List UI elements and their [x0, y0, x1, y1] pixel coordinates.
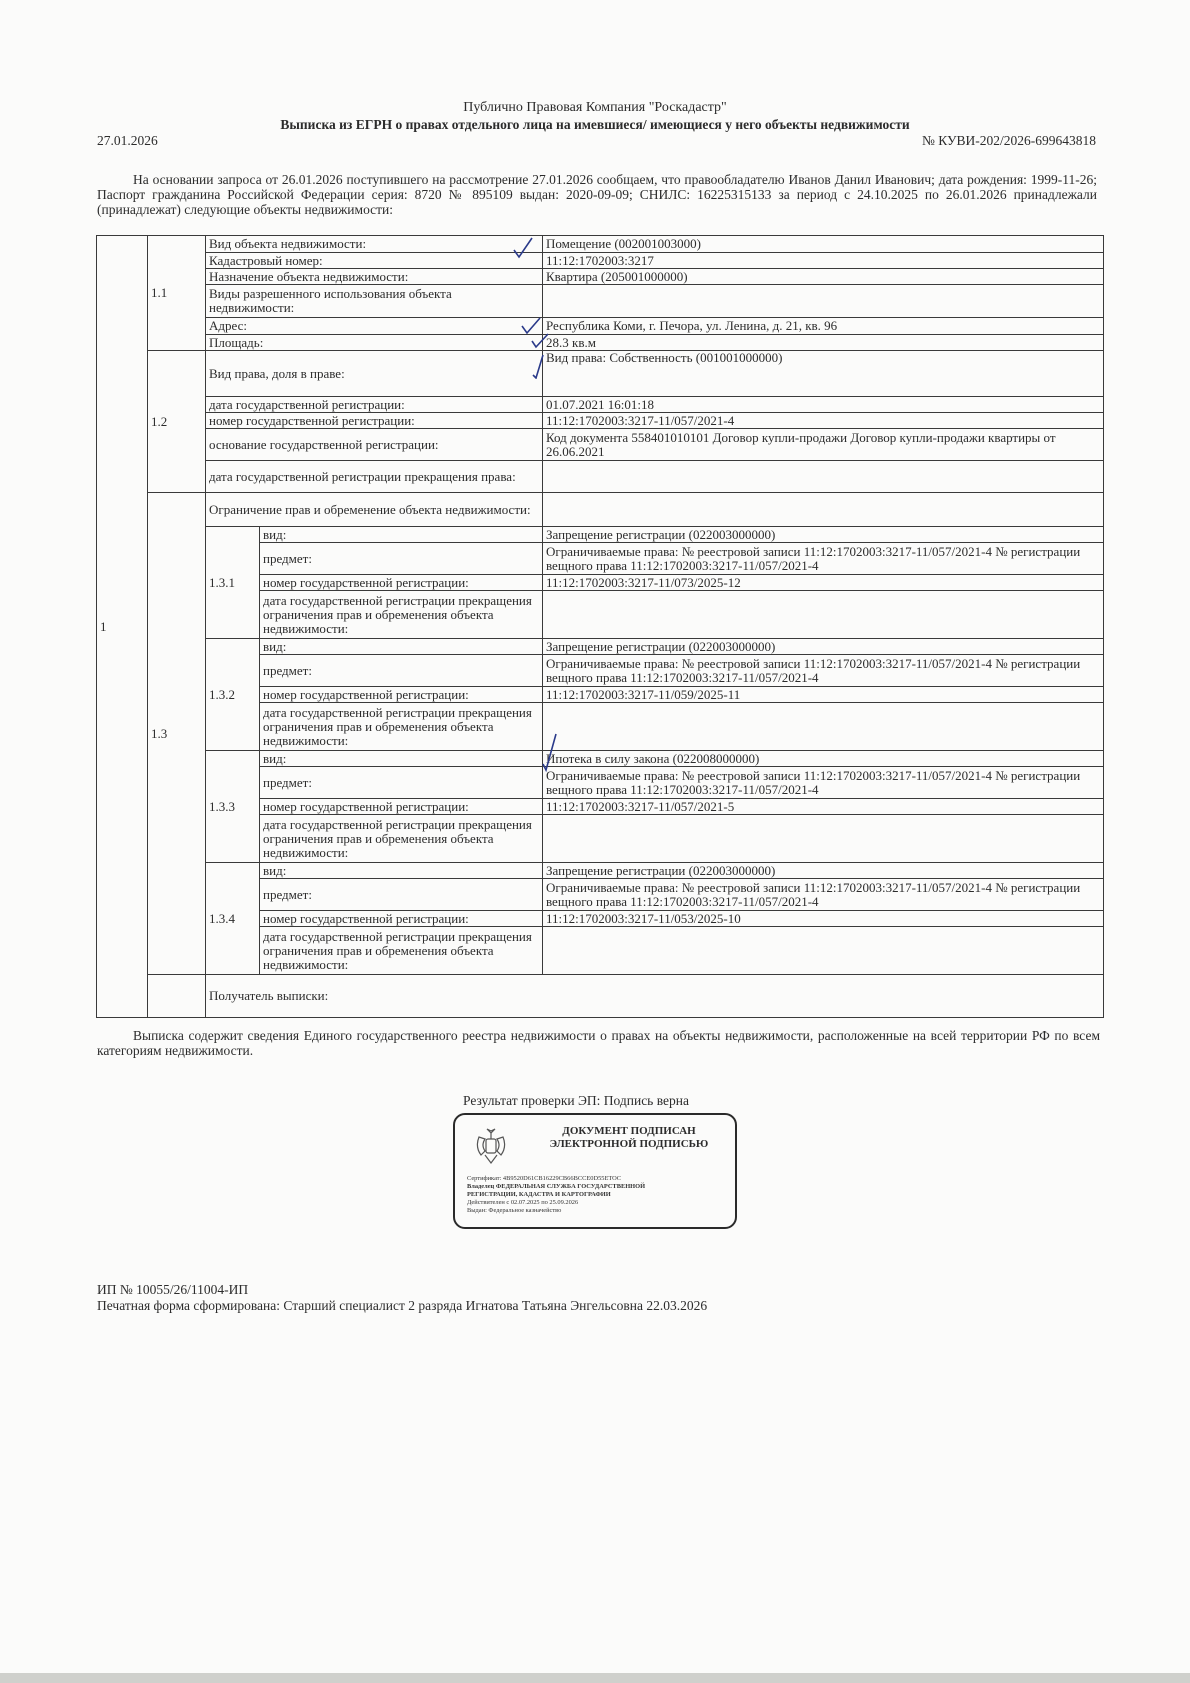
table-row — [97, 461, 1104, 493]
field-value: Помещение (002001003000) — [543, 236, 1104, 253]
field-label: вид: — [260, 863, 543, 879]
field-value — [543, 461, 1104, 493]
field-value: 11:12:1702003:3217-11/059/2025-11 — [543, 687, 1104, 703]
field-value: Ипотека в силу закона (022008000000) — [543, 751, 1104, 767]
table-row — [97, 269, 1104, 285]
document-title: Выписка из ЕГРН о правах отдельного лица на имевшиеся/ имеющиеся у него объекты недвижимости — [280, 117, 910, 132]
field-value: Вид права: Собственность (001001000000) — [543, 351, 1104, 397]
field-value: 28.3 кв.м — [543, 335, 1104, 351]
recipient-label: Получатель выписки: — [206, 975, 1104, 1018]
field-value: Ограничиваемые права: № реестровой записи 11:12:1702003:3217-11/057/2021-4 № регистрации вещного права 11:12:1702003:3217-11/057/2021-4 — [543, 879, 1104, 911]
table-row — [97, 751, 1104, 767]
table-row — [97, 413, 1104, 429]
field-value: 11:12:1702003:3217 — [543, 253, 1104, 269]
footer-note — [97, 1028, 1100, 1058]
field-label: дата государственной регистрации прекращения ограничения прав и обременения объекта недвижимости: — [260, 927, 543, 975]
table-row — [97, 236, 1104, 253]
table-row — [97, 527, 1104, 543]
coat-of-arms-icon — [469, 1125, 513, 1169]
table-row — [97, 285, 1104, 318]
field-value: Ограничиваемые права: № реестровой записи 11:12:1702003:3217-11/057/2021-4 № регистрации вещного права 11:12:1702003:3217-11/057/2021-4 — [543, 543, 1104, 575]
table-row — [97, 397, 1104, 413]
intro-paragraph — [97, 172, 1097, 217]
field-value: 11:12:1702003:3217-11/057/2021-4 — [543, 413, 1104, 429]
field-value: Ограничиваемые права: № реестровой записи 11:12:1702003:3217-11/057/2021-4 № регистрации вещного права 11:12:1702003:3217-11/057/2021-4 — [543, 655, 1104, 687]
field-label: предмет: — [260, 879, 543, 911]
subsection-number-cell: 1.3.2 — [206, 639, 260, 751]
subsection-number-cell: 1.3.3 — [206, 751, 260, 863]
field-value — [543, 591, 1104, 639]
section-number-cell: 1.3 — [148, 493, 206, 975]
field-label: номер государственной регистрации: — [260, 911, 543, 927]
organization-name: Публично Правовая Компания "Роскадастр" — [463, 100, 727, 115]
field-label: Виды разрешенного использования объекта недвижимости: — [206, 285, 543, 318]
field-label: Адрес: — [206, 318, 543, 335]
ip-number: ИП № 10055/26/11004-ИП — [97, 1282, 249, 1297]
field-value — [543, 285, 1104, 318]
field-value: 11:12:1702003:3217-11/073/2025-12 — [543, 575, 1104, 591]
field-label: Вид объекта недвижимости: — [206, 236, 543, 253]
checkmark-icon — [530, 353, 546, 379]
table-row — [97, 975, 1104, 1018]
field-label: дата государственной регистрации: — [206, 397, 543, 413]
stamp-owner-2: РЕГИСТРАЦИИ, КАДАСТРА И КАРТОГРАФИИ — [467, 1191, 611, 1198]
table-row — [97, 318, 1104, 335]
field-label: номер государственной регистрации: — [260, 687, 543, 703]
field-label: вид: — [260, 527, 543, 543]
field-label: Вид права, доля в праве: — [206, 351, 543, 397]
field-label: предмет: — [260, 655, 543, 687]
field-label: Ограничение прав и обременение объекта недвижимости: — [206, 493, 543, 527]
field-label: Назначение объекта недвижимости: — [206, 269, 543, 285]
section-number-cell: 1.2 — [148, 351, 206, 493]
field-value: Запрещение регистрации (022003000000) — [543, 527, 1104, 543]
field-value: 11:12:1702003:3217-11/053/2025-10 — [543, 911, 1104, 927]
field-label: номер государственной регистрации: — [206, 413, 543, 429]
field-value: Ограничиваемые права: № реестровой записи 11:12:1702003:3217-11/057/2021-4 № регистрации вещного права 11:12:1702003:3217-11/057/2021-4 — [543, 767, 1104, 799]
field-label: дата государственной регистрации прекращения ограничения прав и обременения объекта недвижимости: — [260, 703, 543, 751]
table-row — [97, 335, 1104, 351]
field-label: вид: — [260, 751, 543, 767]
egrn-table — [96, 235, 1104, 1018]
field-label: номер государственной регистрации: — [260, 575, 543, 591]
field-label: дата государственной регистрации прекращения права: — [206, 461, 543, 493]
field-value — [543, 815, 1104, 863]
section-number-cell: 1.1 — [148, 236, 206, 351]
field-value: 11:12:1702003:3217-11/057/2021-5 — [543, 799, 1104, 815]
field-label: основание государственной регистрации: — [206, 429, 543, 461]
field-value: Код документа 558401010101 Договор купли-продажи Договор купли-продажи квартиры от 26.06.2021 — [543, 429, 1104, 461]
field-label: дата государственной регистрации прекращения ограничения прав и обременения объекта недвижимости: — [260, 591, 543, 639]
field-value — [543, 703, 1104, 751]
checkmark-icon — [530, 332, 550, 350]
printed-by: Печатная форма сформирована: Старший специалист 2 разряда Игнатова Татьяна Энгельсовна 22.03.2026 — [97, 1298, 708, 1313]
field-label: вид: — [260, 639, 543, 655]
document-number: № КУВИ-202/2026-699643818 — [921, 133, 1096, 148]
table-row — [97, 863, 1104, 879]
document-date: 27.01.2026 — [97, 133, 158, 148]
field-value: Квартира (205001000000) — [543, 269, 1104, 285]
stamp-validity: Действителен с 02.07.2025 по 25.09.2026 — [467, 1199, 579, 1206]
stamp-owner: Владелец ФЕДЕРАЛЬНАЯ СЛУЖБА ГОСУДАРСТВЕННОЙ — [467, 1183, 646, 1190]
field-value: Запрещение регистрации (022003000000) — [543, 863, 1104, 879]
field-label: Площадь: — [206, 335, 543, 351]
field-value: 01.07.2021 16:01:18 — [543, 397, 1104, 413]
table-row — [97, 351, 1104, 397]
field-value: Республика Коми, г. Печора, ул. Ленина, д. 21, кв. 96 — [543, 318, 1104, 335]
e-signature-stamp — [453, 1113, 737, 1229]
table-row — [97, 639, 1104, 655]
field-label: предмет: — [260, 767, 543, 799]
subsection-number-cell: 1.3.4 — [206, 863, 260, 975]
stamp-issuer: Выдан: Федеральное казначейство — [467, 1207, 562, 1214]
field-label: номер государственной регистрации: — [260, 799, 543, 815]
stamp-title-2: ЭЛЕКТРОННОЙ ПОДПИСЬЮ — [549, 1138, 709, 1150]
empty-cell — [148, 975, 206, 1018]
stamp-certificate: Сертификат: 4B9520D61CB16229CB66BCCE0D55ETOC — [467, 1175, 622, 1182]
stamp-title-1: ДОКУМЕНТ ПОДПИСАН — [562, 1125, 696, 1137]
table-row — [97, 493, 1104, 527]
intro-text: На основании запроса от 26.01.2026 поступившего на рассмотрение 27.01.2026 сообщаем, что правообладателю Иванов Данил Иванович; дата рождения: 1999-11-26; Паспорт гражданина Российской Федерации серия: 8720 № 895109 выдан: 2020-09-09; СНИЛС: 16225315133 за период с 24.10.2025 по 26.01.2026 принадлежали (принадлежат) следующие объекты недвижимости: — [97, 172, 1097, 217]
checkmark-icon — [512, 236, 534, 260]
field-value — [543, 927, 1104, 975]
field-label: дата государственной регистрации прекращения ограничения прав и обременения объекта недвижимости: — [260, 815, 543, 863]
field-label: предмет: — [260, 543, 543, 575]
field-value: Запрещение регистрации (022003000000) — [543, 639, 1104, 655]
subsection-number-cell: 1.3.1 — [206, 527, 260, 639]
table-row — [97, 253, 1104, 269]
table-row — [97, 429, 1104, 461]
footer-note-text: Выписка содержит сведения Единого государственного реестра недвижимости о правах на объекты недвижимости, расположенные на всей территории РФ по всем категориям недвижимости. — [97, 1028, 1100, 1058]
field-label: Кадастровый номер: — [206, 253, 543, 269]
field-value — [543, 493, 1104, 527]
scan-edge — [0, 1673, 1190, 1683]
checkmark-icon — [540, 732, 560, 774]
row-number-cell: 1 — [97, 236, 148, 1018]
signature-check-result: Результат проверки ЭП: Подпись верна — [463, 1093, 689, 1108]
